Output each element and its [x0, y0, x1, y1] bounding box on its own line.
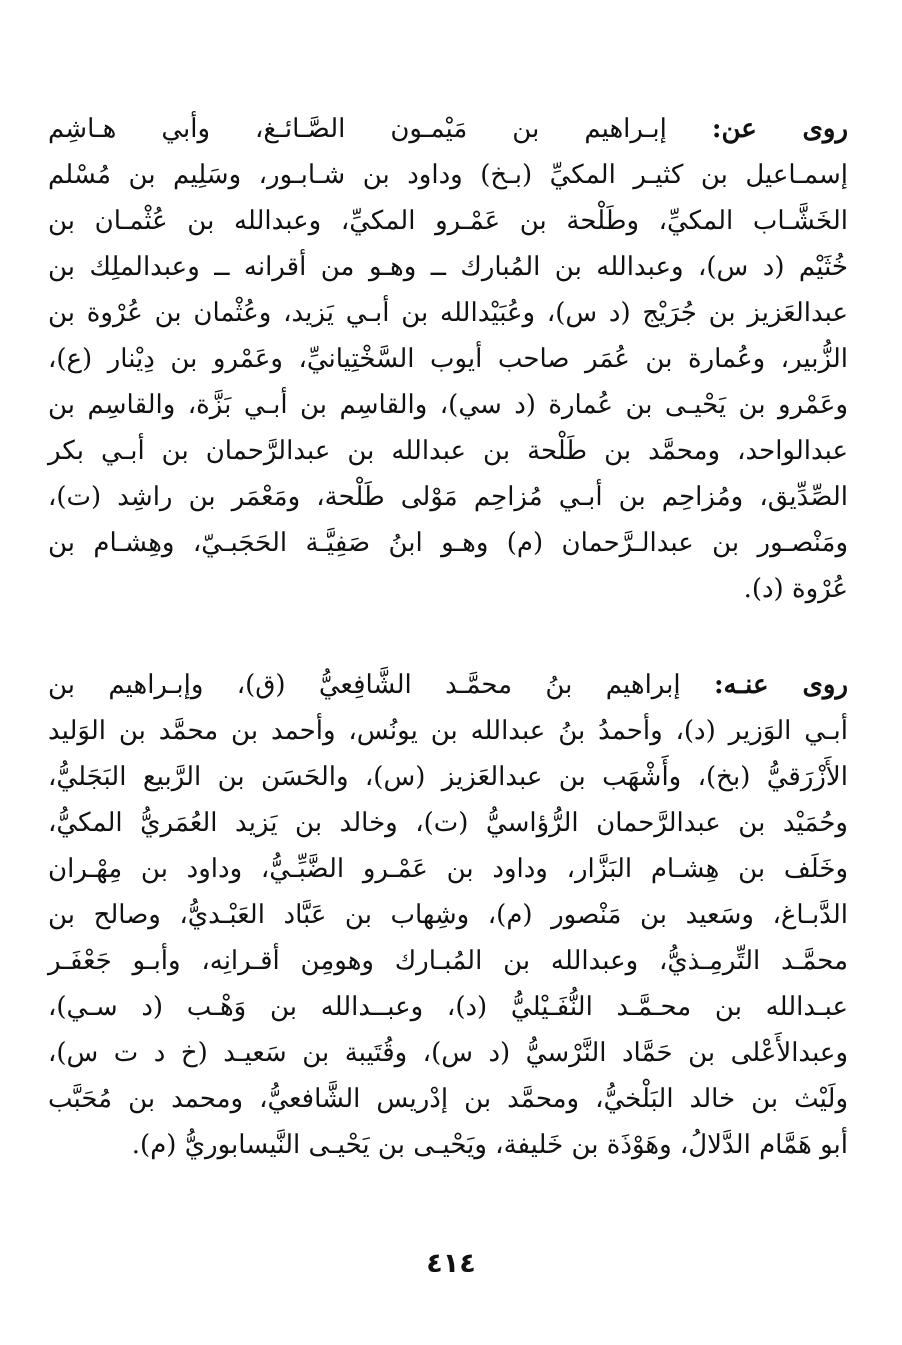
text-line: الصِّدِّيق، ومُزاحِم بن أبـي مُزاحِم مَوْلى طَلْحة، ومَعْمَر بن راشِد (ت)، [48, 482, 848, 512]
text-line: الزُّبير، وعُمارة بن عُمَر صاحب أيوب السَّخْتِيانيِّ، وعَمْرو بن دِيْنار (ع)، [48, 344, 848, 374]
narrated-from-paragraph [48, 106, 848, 612]
page-number: ٤١٤ [426, 1248, 476, 1279]
text-line: إسمـاعيل بن كثيـر المكيِّ (بـخ) وداود بن شـابـور، وسَلِيم بن مُسْلم [48, 160, 848, 190]
text-line: ولَيْث بن خالد البَلْخيُّ، ومحمَّد بن إدْريس الشَّافعيُّ، ومحمد بن مُحَبَّب [48, 1084, 848, 1114]
text-line: الأَزْرَقيُّ (بخ)، وأَشْهَب بن عبدالعَزيز (س)، والحَسَن بن الرَّبيع البَجَليُّ، [48, 762, 848, 792]
text-line: خُثَيْم (د س)، وعبدالله بن المُبارك ــ وهـو من أقرانه ــ وعبدالملِك بن [48, 252, 848, 282]
text-line [48, 662, 848, 708]
text-line: محمَّـد التِّرمِـذيُّ، وعبدالله بن المُبـارك وهومِن أقـرانِه، وأبـو جَعْفَـر [48, 946, 848, 976]
text-line [48, 106, 848, 152]
text-line: وعَمْرو بن يَحْيـى بن عُمارة (د سي)، والقاسِم بن أبـي بَزَّة، والقاسِم بن [48, 390, 848, 420]
line-text: إبـراهيم بن مَيْمـون الصَّـائـغ، وأبي هـاشِم [48, 114, 667, 144]
text-line: أبـي الوَزير (د)، وأحمدُ بنُ عبدالله بن يونُس، وأحمد بن محمَّد بن الوَليد [48, 716, 848, 746]
text-line: وخَلَف بن هِشـام البَزَّار، وداود بن عَمْـرو الضَّبِّـيُّ، وداود بن مِهْـران [48, 854, 848, 884]
text-line: وعبدالأَعْلى بن حَمَّاد النَّرْسيُّ (د س)، وقُتَيبة بن سَعيـد (خ د ت س)، [48, 1038, 848, 1068]
text-line: عبـدالله بن محـمَّـد النُّفَـيْليُّ (د)، وعبــدالله بن وَهْـب (د سـي)، [48, 992, 848, 1022]
section-heading: روى عنـه: [713, 670, 849, 700]
text-line: الدَّبـاغ، وسَعيد بن مَنْصور (م)، وشِهاب بن عَبَّاد العَبْـديُّ، وصالح بن [48, 900, 848, 930]
text-line: عبدالعَزيز بن جُرَيْج (د س)، وعُبَيْدالله بن أبـي يَزيد، وعُثْمان بن عُرْوة بن [48, 298, 848, 328]
text-line: ومَنْصـور بن عبدالـرَّحمان (م) وهـو ابنُ صَفِيَّـة الحَجَبـيّ، وهِشـام بن [48, 528, 848, 558]
text-line: وحُمَيْد بن عبدالرَّحمان الرُّؤاسيُّ (ت)، وخالد بن يَزيد العُمَريُّ المكيُّ، [48, 808, 848, 838]
text-line: عُرْوة (د). [743, 574, 848, 604]
text-line: الخَشَّـاب المكيِّ، وطَلْحة بن عَمْـرو المكيِّ، وعبدالله بن عُثْمـان بن [48, 206, 848, 236]
narrated-by-paragraph [48, 662, 848, 1168]
section-heading: روى عن: [711, 114, 848, 144]
text-line: أبو هَمَّام الدَّلالُ، وهَوْذَة بن خَليفة، ويَحْيـى بن يَحْيـى النَّيسابوريُّ (م). [131, 1130, 848, 1160]
line-text: إبراهيم بنُ محمَّـد الشَّافِعيُّ (ق)، وإبـراهيم بن [48, 670, 681, 700]
text-line: عبدالواحد، ومحمَّد بن طَلْحة بن عبدالله بن عبدالرَّحمان بن أبـي بكر [48, 436, 848, 466]
